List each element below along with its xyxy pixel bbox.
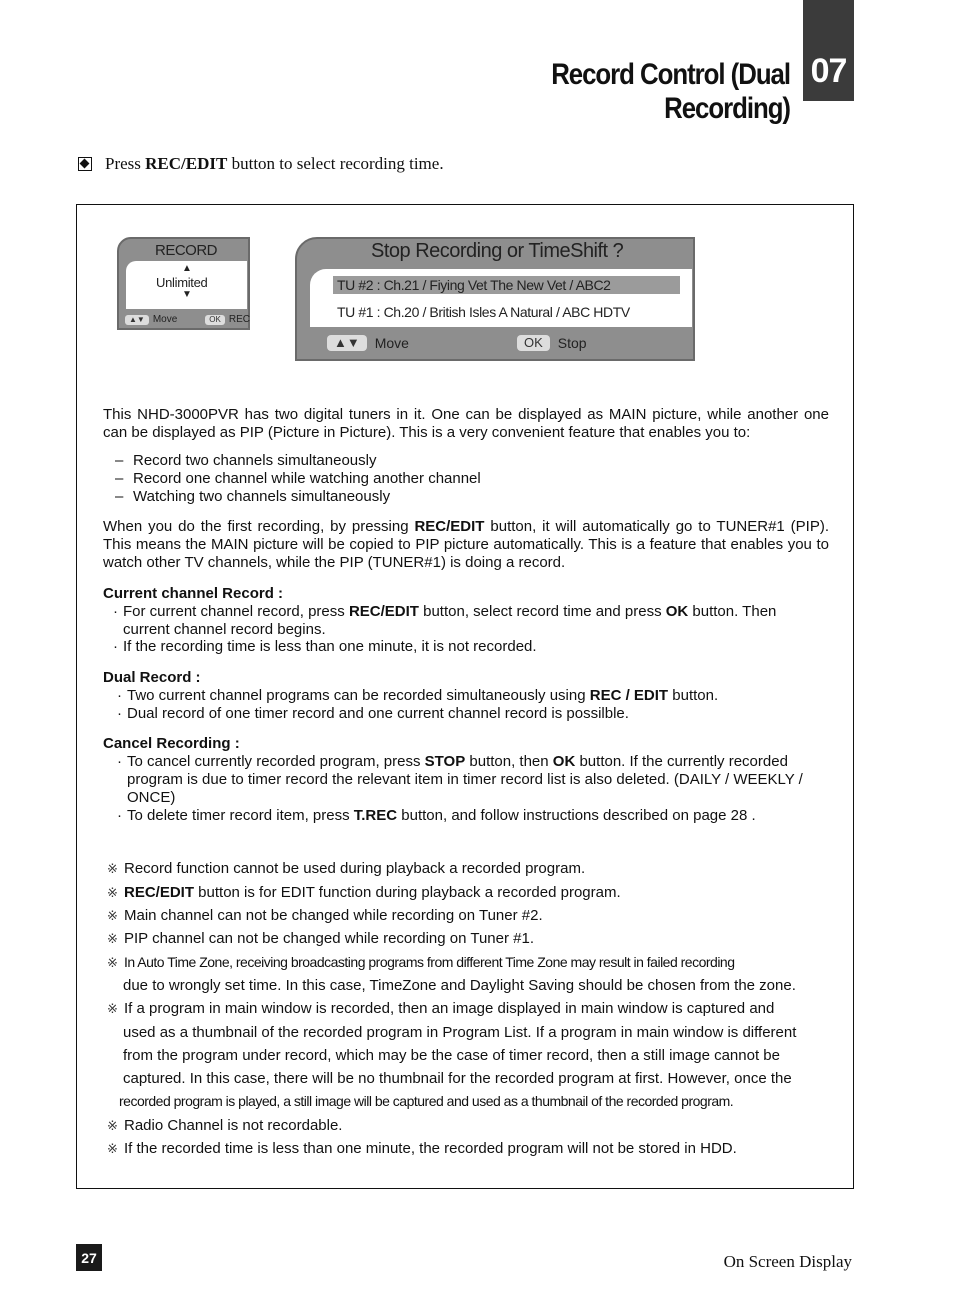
- stop-osd-list: [310, 269, 692, 327]
- current-record-item: · If the recording time is less than one minute, it is not recorded.: [113, 638, 537, 655]
- intro-suffix: button to select recording time.: [227, 154, 444, 173]
- record-osd-panel: [126, 261, 247, 309]
- list-item[interactable]: TU #2 : Ch.21 / Fiying Vet The New Vet / ABC2: [333, 276, 680, 294]
- note-item-continued: used as a thumbnail of the recorded program in Program List. If a program in main window is different: [123, 1024, 797, 1041]
- page-title: Record Control (Dual Recording): [551, 58, 790, 125]
- dual-record-item: · Dual record of one timer record and one current channel record is possilble.: [117, 705, 629, 722]
- note-item: ※ Radio Channel is not recordable.: [107, 1117, 343, 1134]
- up-arrow-icon: ▲: [182, 263, 192, 274]
- list-item: – Watching two channels simultaneously: [115, 488, 391, 505]
- current-record-heading: Current channel Record :: [103, 585, 284, 602]
- dual-record-heading: Dual Record :: [103, 669, 201, 686]
- record-osd-footer: [125, 314, 250, 325]
- tuner-paragraph: When you do the first recording, by pressing REC/EDIT button, it will automatically go to TUNER#1 (PIP). This means the MAIN picture will be copied to PIP picture automatically. This is a feature that enables you to watch other TV channels, while the PIP (TUNER#1) is doing a record.: [103, 518, 829, 571]
- record-osd-value: Unlimited: [156, 275, 208, 290]
- move-key-icon: ▲▼: [327, 335, 367, 351]
- intro-line: [78, 154, 444, 174]
- note-item: ※ REC/EDIT button is for EDIT function during playback a recorded program.: [107, 884, 621, 901]
- down-arrow-icon: ▼: [182, 289, 192, 300]
- cancel-recording-heading: Cancel Recording :: [103, 735, 240, 752]
- intro-prefix: Press: [105, 154, 146, 173]
- intro-paragraph: This NHD-3000PVR has two digital tuners in it. One can be displayed as MAIN picture, while another one can be displayed as PIP (Picture in Picture). This is a very convenient feature that enables you to:: [103, 406, 829, 441]
- feature-list: [115, 452, 481, 506]
- note-item-continued: recorded program is played, a still image will be captured and used as a thumbnail of the recorded program.: [119, 1093, 734, 1109]
- section-label: On Screen Display: [723, 1252, 852, 1271]
- note-item: ※ Record function cannot be used during playback a recorded program.: [107, 860, 586, 877]
- note-item: ※ If a program in main window is recorded, then an image displayed in main window is captured and: [107, 1000, 775, 1017]
- ok-key-icon: OK: [205, 315, 225, 325]
- note-item: ※ If the recorded time is less than one minute, the recorded program will not be stored in HDD.: [107, 1140, 737, 1157]
- note-item: ※ In Auto Time Zone, receiving broadcasting programs from different Time Zone may result in failed recording: [107, 954, 735, 970]
- stop-label: Stop: [557, 335, 587, 351]
- note-item: ※ Main channel can not be changed while recording on Tuner #2.: [107, 907, 543, 924]
- move-label: Move: [152, 314, 178, 325]
- list-item: – Record two channels simultaneously: [115, 452, 377, 469]
- current-record-item: · For current channel record, press REC/EDIT button, select record time and press OK button. Then current channel record begins.: [113, 603, 777, 638]
- note-item-continued: due to wrongly set time. In this case, TimeZone and Daylight Saving should be chosen from the zone.: [123, 977, 796, 994]
- move-key-icon: ▲▼: [125, 315, 149, 325]
- content-box: [76, 204, 854, 1189]
- dual-record-item: · Two current channel programs can be recorded simultaneously using REC / EDIT button.: [117, 687, 719, 704]
- note-item-continued: captured. In this case, there will be no thumbnail for the recorded program at first. However, once the: [123, 1070, 792, 1087]
- note-item-continued: from the program under record, which may be the case of timer record, then a still image cannot be: [123, 1047, 780, 1064]
- intro-key: REC/EDIT: [145, 154, 228, 173]
- record-osd: [117, 237, 250, 330]
- note-item: ※ PIP channel can not be changed while recording on Tuner #1.: [107, 930, 535, 947]
- list-item: – Record one channel while watching another channel: [115, 470, 481, 487]
- cancel-recording-item: · To delete timer record item, press T.REC button, and follow instructions described on page 28 .: [117, 807, 756, 824]
- stop-recording-osd: [295, 237, 695, 361]
- move-label: Move: [374, 335, 409, 351]
- stop-osd-title: Stop Recording or TimeShift ?: [371, 240, 624, 262]
- page-number: 27: [76, 1244, 102, 1271]
- chapter-number: 07: [803, 0, 854, 101]
- ok-key-icon: OK: [517, 335, 550, 351]
- list-item[interactable]: TU #1 : Ch.20 / British Isles A Natural / ABC HDTV: [337, 304, 630, 320]
- cancel-recording-item: · To cancel currently recorded program, press STOP button, then OK button. If the currently recorded program is due to timer record the relevant item in timer record list is also deleted. (DAILY / WEEKLY / ONCE): [117, 753, 803, 806]
- diamond-bullet-icon: [78, 157, 92, 171]
- ok-label: REC: [228, 314, 250, 325]
- record-osd-title: RECORD: [155, 242, 218, 259]
